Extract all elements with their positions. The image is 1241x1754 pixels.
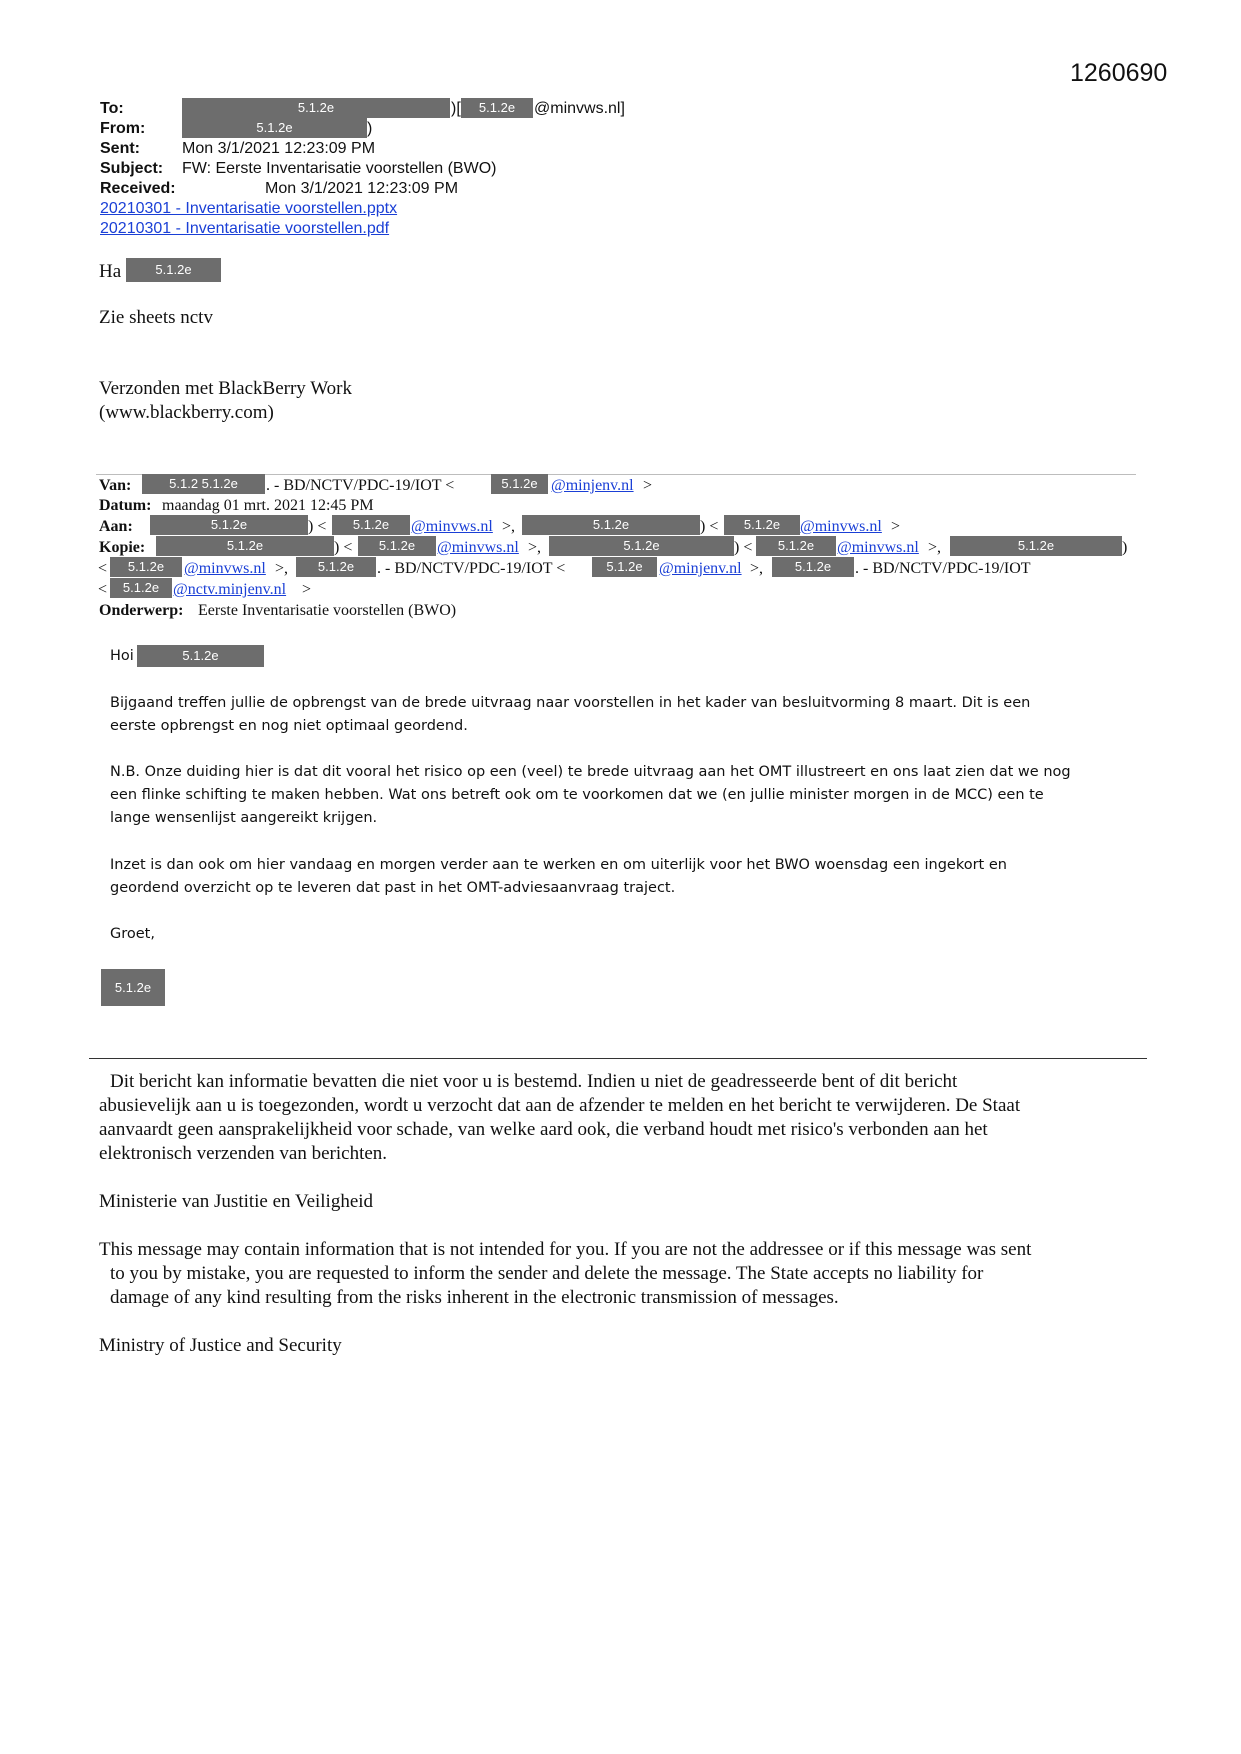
document-number: 1260690 bbox=[1070, 59, 1168, 87]
separator: > bbox=[302, 581, 312, 598]
ministry-nl: Ministerie van Justitie en Veiligheid bbox=[99, 1191, 374, 1212]
subject-label: Subject: bbox=[100, 160, 164, 177]
redaction-box: 5.1.2e bbox=[150, 515, 308, 535]
paragraph-2-line: lange wensenlijst aangereikt krijgen. bbox=[110, 810, 378, 826]
sent-label: Sent: bbox=[100, 140, 140, 157]
separator: ) < bbox=[734, 539, 753, 556]
kopie-label: Kopie: bbox=[99, 539, 146, 556]
redaction-box: 5.1.2 5.1.2e bbox=[142, 474, 265, 494]
redaction-box: 5.1.2e bbox=[110, 557, 182, 577]
greeting: Ha bbox=[99, 261, 122, 282]
datum-label: Datum: bbox=[99, 497, 152, 514]
redaction-box: 5.1.2e bbox=[332, 515, 410, 535]
disclaimer-nl-line: aanvaardt geen aansprakelijkheid voor schade, van welke aard ook, die verband houdt met risico's verbonden aan het bbox=[99, 1119, 988, 1140]
separator: ) bbox=[1122, 539, 1128, 556]
van-close: > bbox=[643, 477, 653, 494]
paragraph-2-line: een flinke schifting te maken hebben. Wat ons betreft ook om te voorkomen dat we (en jullie minister morgen in de MCC) een te bbox=[110, 787, 1044, 803]
email-link[interactable]: @minvws.nl bbox=[800, 518, 882, 535]
signature-redaction: 5.1.2e bbox=[101, 969, 165, 1006]
redaction-box: 5.1.2e bbox=[358, 536, 436, 556]
greeting: Hoi bbox=[110, 648, 134, 664]
message-line: Zie sheets nctv bbox=[99, 307, 213, 328]
signature-line-2: (www.blackberry.com) bbox=[99, 402, 274, 423]
ministry-en: Ministry of Justice and Security bbox=[99, 1335, 342, 1356]
paragraph-1-line: Bijgaand treffen jullie de opbrengst van de brede uitvraag naar voorstellen in het kader van besluitvorming 8 maart. Dit is een bbox=[110, 695, 1031, 711]
redaction-box: 5.1.2e bbox=[461, 98, 533, 118]
paragraph-3-line: Inzet is dan ook om hier vandaag en morgen verder aan te werken en om uiterlijk voor het BWO woensdag een ingekort en bbox=[110, 857, 1007, 873]
redaction-box: 5.1.2e bbox=[950, 536, 1122, 556]
redaction-box: 5.1.2e bbox=[137, 645, 264, 667]
from-close: ) bbox=[367, 120, 373, 137]
to-bracket: )[ bbox=[451, 100, 461, 117]
paragraph-3-line: geordend overzicht op te leveren dat past in het OMT-adviesaanvraag traject. bbox=[110, 880, 676, 896]
closing: Groet, bbox=[110, 926, 155, 942]
disclaimer-nl-line: elektronisch verzenden van berichten. bbox=[99, 1143, 388, 1164]
redaction-box: 5.1.2e bbox=[110, 578, 172, 598]
email-link[interactable]: @minvws.nl bbox=[184, 560, 266, 577]
email-link[interactable]: @minvws.nl bbox=[411, 518, 493, 535]
disclaimer-nl-line: abusievelijk aan u is toegezonden, wordt u verzocht dat aan de afzender te melden en het bericht te verwijderen. De Staat bbox=[99, 1095, 1021, 1116]
disclaimer-nl-line: Dit bericht kan informatie bevatten die niet voor u is bestemd. Indien u niet de geadresseerde bent of dit bericht bbox=[110, 1071, 958, 1092]
from-label: From: bbox=[100, 120, 146, 137]
separator: ) < bbox=[700, 518, 719, 535]
disclaimer-divider bbox=[89, 1058, 1147, 1059]
redaction-box: 5.1.2e bbox=[756, 536, 836, 556]
van-email-link[interactable]: @minjenv.nl bbox=[551, 477, 634, 494]
to-domain: @minvws.nl] bbox=[534, 100, 625, 117]
paragraph-1-line: eerste opbrengst en nog niet optimaal geordend. bbox=[110, 718, 468, 734]
to-label: To: bbox=[100, 100, 124, 117]
redaction-box: 5.1.2e bbox=[522, 515, 700, 535]
redaction-box: 5.1.2e bbox=[724, 515, 800, 535]
separator: ) < bbox=[308, 518, 327, 535]
van-org: . - BD/NCTV/PDC-19/IOT < bbox=[266, 477, 455, 494]
redaction-box: 5.1.2e bbox=[772, 557, 854, 577]
disclaimer-en-line: to you by mistake, you are requested to inform the sender and delete the message. The State accepts no liability for bbox=[110, 1263, 984, 1284]
separator: < bbox=[98, 581, 108, 598]
onderwerp-label: Onderwerp: bbox=[99, 602, 184, 619]
datum-value: maandag 01 mrt. 2021 12:45 PM bbox=[162, 497, 374, 514]
org: . - BD/NCTV/PDC-19/IOT < bbox=[377, 560, 566, 577]
van-label: Van: bbox=[99, 477, 132, 494]
received-label: Received: bbox=[100, 180, 176, 197]
sent-value: Mon 3/1/2021 12:23:09 PM bbox=[182, 140, 376, 157]
redaction-box: 5.1.2e bbox=[296, 557, 376, 577]
redaction-box: 5.1.2e bbox=[156, 536, 334, 556]
paragraph-2-line: N.B. Onze duiding hier is dat dit vooral het risico op een (veel) te brede uitvraag aan het OMT illustreert en ons laat zien dat we nog bbox=[110, 764, 1071, 780]
redaction-box: 5.1.2e bbox=[592, 557, 657, 577]
disclaimer-en-line: damage of any kind resulting from the risks inherent in the electronic transmission of messages. bbox=[110, 1287, 839, 1308]
redaction-box: 5.1.2e bbox=[126, 258, 221, 282]
signature-line-1: Verzonden met BlackBerry Work bbox=[99, 378, 352, 399]
aan-label: Aan: bbox=[99, 518, 133, 535]
redaction-box: 5.1.2e bbox=[549, 536, 734, 556]
email-link[interactable]: @minvws.nl bbox=[837, 539, 919, 556]
email-link[interactable]: @minjenv.nl bbox=[659, 560, 742, 577]
redaction-box: 5.1.2e bbox=[491, 474, 548, 494]
email-link[interactable]: @nctv.minjenv.nl bbox=[173, 581, 287, 598]
org: . - BD/NCTV/PDC-19/IOT bbox=[855, 560, 1031, 577]
separator: >, bbox=[502, 518, 516, 535]
attachment-link-pptx[interactable]: 20210301 - Inventarisatie voorstellen.pptx bbox=[100, 200, 398, 217]
attachment-link-pdf[interactable]: 20210301 - Inventarisatie voorstellen.pdf bbox=[100, 220, 390, 237]
separator: < bbox=[98, 560, 108, 577]
separator: >, bbox=[750, 560, 764, 577]
separator: ) < bbox=[334, 539, 353, 556]
separator: >, bbox=[528, 539, 542, 556]
disclaimer-en-line: This message may contain information that is not intended for you. If you are not the addressee or if this message was sent bbox=[99, 1239, 1032, 1260]
separator: >, bbox=[275, 560, 289, 577]
redaction-box: 5.1.2e bbox=[182, 118, 367, 138]
subject-value: FW: Eerste Inventarisatie voorstellen (BWO) bbox=[182, 160, 497, 177]
separator: >, bbox=[928, 539, 942, 556]
email-link[interactable]: @minvws.nl bbox=[437, 539, 519, 556]
onderwerp-value: Eerste Inventarisatie voorstellen (BWO) bbox=[198, 602, 457, 619]
redaction-box: 5.1.2e bbox=[182, 98, 450, 118]
received-value: Mon 3/1/2021 12:23:09 PM bbox=[265, 180, 459, 197]
separator: > bbox=[891, 518, 901, 535]
